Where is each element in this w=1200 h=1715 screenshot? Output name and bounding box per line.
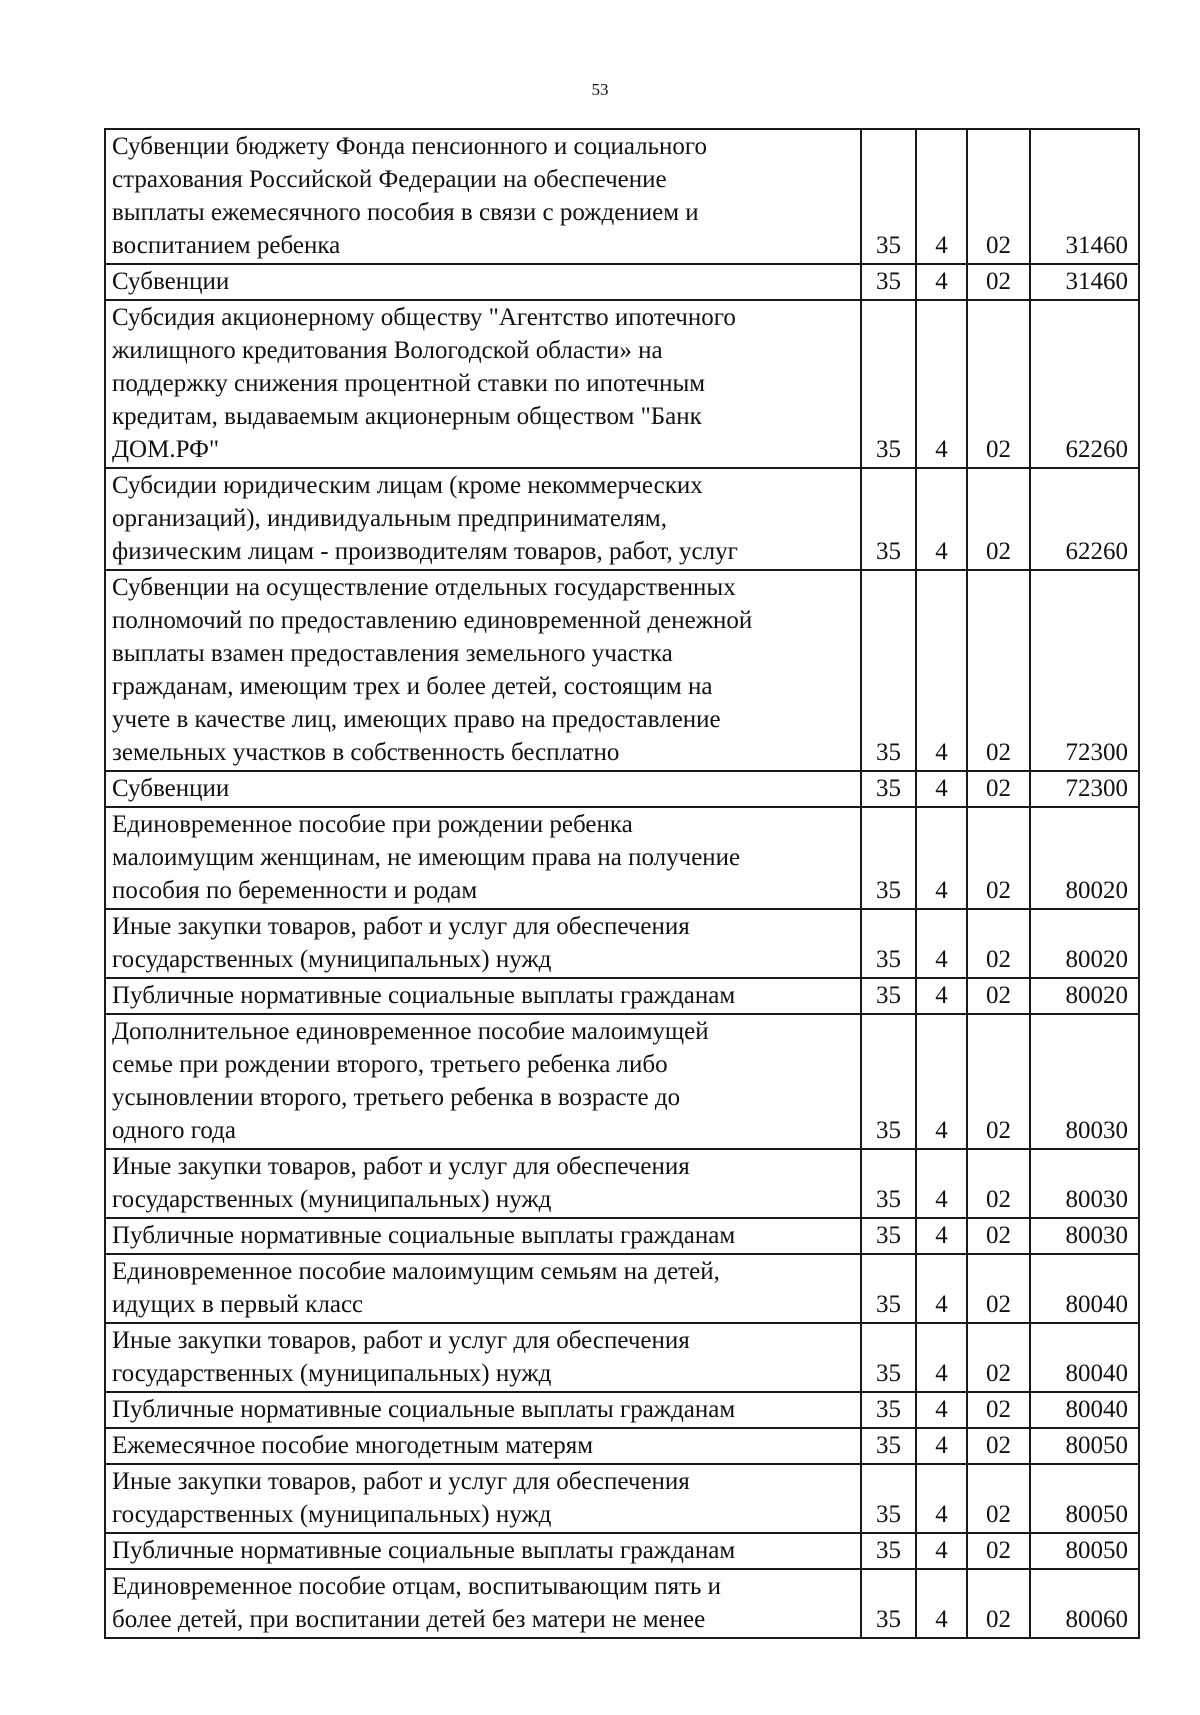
program-code: 02	[967, 1428, 1030, 1464]
target-code: 31460	[1030, 129, 1139, 264]
subsection-code: 4	[916, 978, 967, 1014]
table-row	[105, 468, 1139, 570]
target-code: 62260	[1030, 300, 1139, 468]
table-row	[105, 570, 1139, 771]
target-code: 31460	[1030, 264, 1139, 300]
row-description: Иные закупки товаров, работ и услуг для обеспечения государственных (муниципальных) нужд	[105, 1149, 861, 1218]
target-code: 80040	[1030, 1254, 1139, 1323]
row-description: Иные закупки товаров, работ и услуг для обеспечения государственных (муниципальных) нужд	[105, 909, 861, 978]
table-row	[105, 909, 1139, 978]
target-code: 72300	[1030, 771, 1139, 807]
table-row	[105, 1014, 1139, 1149]
table-row	[105, 129, 1139, 264]
subsection-code: 4	[916, 1569, 967, 1638]
program-code: 02	[967, 1323, 1030, 1392]
program-code: 02	[967, 468, 1030, 570]
target-code: 80040	[1030, 1392, 1139, 1428]
table-row	[105, 1392, 1139, 1428]
section-code: 35	[861, 129, 916, 264]
section-code: 35	[861, 1254, 916, 1323]
subsection-code: 4	[916, 1149, 967, 1218]
row-description: Единовременное пособие при рождении ребенка малоимущим женщинам, не имеющим права на получение пособия по беременности и родам	[105, 807, 861, 909]
table-row	[105, 264, 1139, 300]
row-description: Субвенции	[105, 771, 861, 807]
section-code: 35	[861, 570, 916, 771]
program-code: 02	[967, 1149, 1030, 1218]
program-code: 02	[967, 1218, 1030, 1254]
row-description: Субвенции бюджету Фонда пенсионного и социального страхования Российской Федерации на обеспечение выплаты ежемесячного пособия в связи с рождением и воспитанием ребенка	[105, 129, 861, 264]
page-number: 53	[591, 80, 609, 99]
program-code: 02	[967, 129, 1030, 264]
section-code: 35	[861, 264, 916, 300]
target-code: 62260	[1030, 468, 1139, 570]
program-code: 02	[967, 807, 1030, 909]
table-row	[105, 807, 1139, 909]
subsection-code: 4	[916, 1218, 967, 1254]
row-description: Иные закупки товаров, работ и услуг для обеспечения государственных (муниципальных) нужд	[105, 1464, 861, 1533]
section-code: 35	[861, 300, 916, 468]
row-description: Дополнительное единовременное пособие малоимущей семье при рождении второго, третьего ребенка либо усыновлении второго, третьего ребенка в возрасте до одного года	[105, 1014, 861, 1149]
table-row	[105, 1323, 1139, 1392]
section-code: 35	[861, 771, 916, 807]
row-description: Публичные нормативные социальные выплаты гражданам	[105, 1392, 861, 1428]
target-code: 72300	[1030, 570, 1139, 771]
subsection-code: 4	[916, 1392, 967, 1428]
subsection-code: 4	[916, 264, 967, 300]
subsection-code: 4	[916, 300, 967, 468]
target-code: 80050	[1030, 1533, 1139, 1569]
program-code: 02	[967, 300, 1030, 468]
subsection-code: 4	[916, 570, 967, 771]
program-code: 02	[967, 1392, 1030, 1428]
section-code: 35	[861, 909, 916, 978]
program-code: 02	[967, 909, 1030, 978]
table-row	[105, 978, 1139, 1014]
section-code: 35	[861, 1533, 916, 1569]
row-description: Субсидия акционерному обществу "Агентство ипотечного жилищного кредитования Вологодской области» на поддержку снижения процентной ставки по ипотечным кредитам, выдаваемым акционерным обществом "Банк ДОМ.РФ"	[105, 300, 861, 468]
subsection-code: 4	[916, 1014, 967, 1149]
target-code: 80030	[1030, 1218, 1139, 1254]
program-code: 02	[967, 1014, 1030, 1149]
target-code: 80020	[1030, 807, 1139, 909]
program-code: 02	[967, 1569, 1030, 1638]
section-code: 35	[861, 1218, 916, 1254]
target-code: 80060	[1030, 1569, 1139, 1638]
program-code: 02	[967, 570, 1030, 771]
target-code: 80020	[1030, 909, 1139, 978]
subsection-code: 4	[916, 909, 967, 978]
section-code: 35	[861, 1569, 916, 1638]
subsection-code: 4	[916, 1254, 967, 1323]
program-code: 02	[967, 1533, 1030, 1569]
row-description: Иные закупки товаров, работ и услуг для обеспечения государственных (муниципальных) нужд	[105, 1323, 861, 1392]
row-description: Субсидии юридическим лицам (кроме некоммерческих организаций), индивидуальным предпринимателям, физическим лицам - производителям товаров, работ, услуг	[105, 468, 861, 570]
program-code: 02	[967, 1254, 1030, 1323]
section-code: 35	[861, 1464, 916, 1533]
section-code: 35	[861, 1323, 916, 1392]
subsection-code: 4	[916, 1464, 967, 1533]
target-code: 80040	[1030, 1323, 1139, 1392]
row-description: Единовременное пособие отцам, воспитывающим пять и более детей, при воспитании детей без матери не менее	[105, 1569, 861, 1638]
target-code: 80050	[1030, 1428, 1139, 1464]
subsection-code: 4	[916, 468, 967, 570]
table-row	[105, 1428, 1139, 1464]
section-code: 35	[861, 1149, 916, 1218]
subsection-code: 4	[916, 807, 967, 909]
table-row	[105, 1218, 1139, 1254]
section-code: 35	[861, 978, 916, 1014]
table-row	[105, 1533, 1139, 1569]
table-body	[105, 129, 1139, 1638]
row-description: Единовременное пособие малоимущим семьям на детей, идущих в первый класс	[105, 1254, 861, 1323]
row-description: Публичные нормативные социальные выплаты гражданам	[105, 1533, 861, 1569]
section-code: 35	[861, 1392, 916, 1428]
target-code: 80030	[1030, 1014, 1139, 1149]
subsection-code: 4	[916, 1428, 967, 1464]
section-code: 35	[861, 1014, 916, 1149]
subsection-code: 4	[916, 1533, 967, 1569]
table-row	[105, 300, 1139, 468]
program-code: 02	[967, 264, 1030, 300]
row-description: Ежемесячное пособие многодетным матерям	[105, 1428, 861, 1464]
subsection-code: 4	[916, 1323, 967, 1392]
row-description: Субвенции	[105, 264, 861, 300]
row-description: Публичные нормативные социальные выплаты гражданам	[105, 1218, 861, 1254]
program-code: 02	[967, 978, 1030, 1014]
row-description: Субвенции на осуществление отдельных государственных полномочий по предоставлению единовременной денежной выплаты взамен предоставления земельного участка гражданам, имеющим трех и более детей, состоящим на учете в качестве лиц, имеющих право на предоставление земельных участков в собственность бесплатно	[105, 570, 861, 771]
table-row	[105, 1569, 1139, 1638]
table-row	[105, 771, 1139, 807]
row-description: Публичные нормативные социальные выплаты гражданам	[105, 978, 861, 1014]
table-row	[105, 1464, 1139, 1533]
target-code: 80050	[1030, 1464, 1139, 1533]
target-code: 80020	[1030, 978, 1139, 1014]
subsection-code: 4	[916, 771, 967, 807]
section-code: 35	[861, 807, 916, 909]
target-code: 80030	[1030, 1149, 1139, 1218]
section-code: 35	[861, 1428, 916, 1464]
program-code: 02	[967, 771, 1030, 807]
subsection-code: 4	[916, 129, 967, 264]
table-row	[105, 1149, 1139, 1218]
section-code: 35	[861, 468, 916, 570]
budget-table	[104, 128, 1140, 1639]
table-row	[105, 1254, 1139, 1323]
program-code: 02	[967, 1464, 1030, 1533]
